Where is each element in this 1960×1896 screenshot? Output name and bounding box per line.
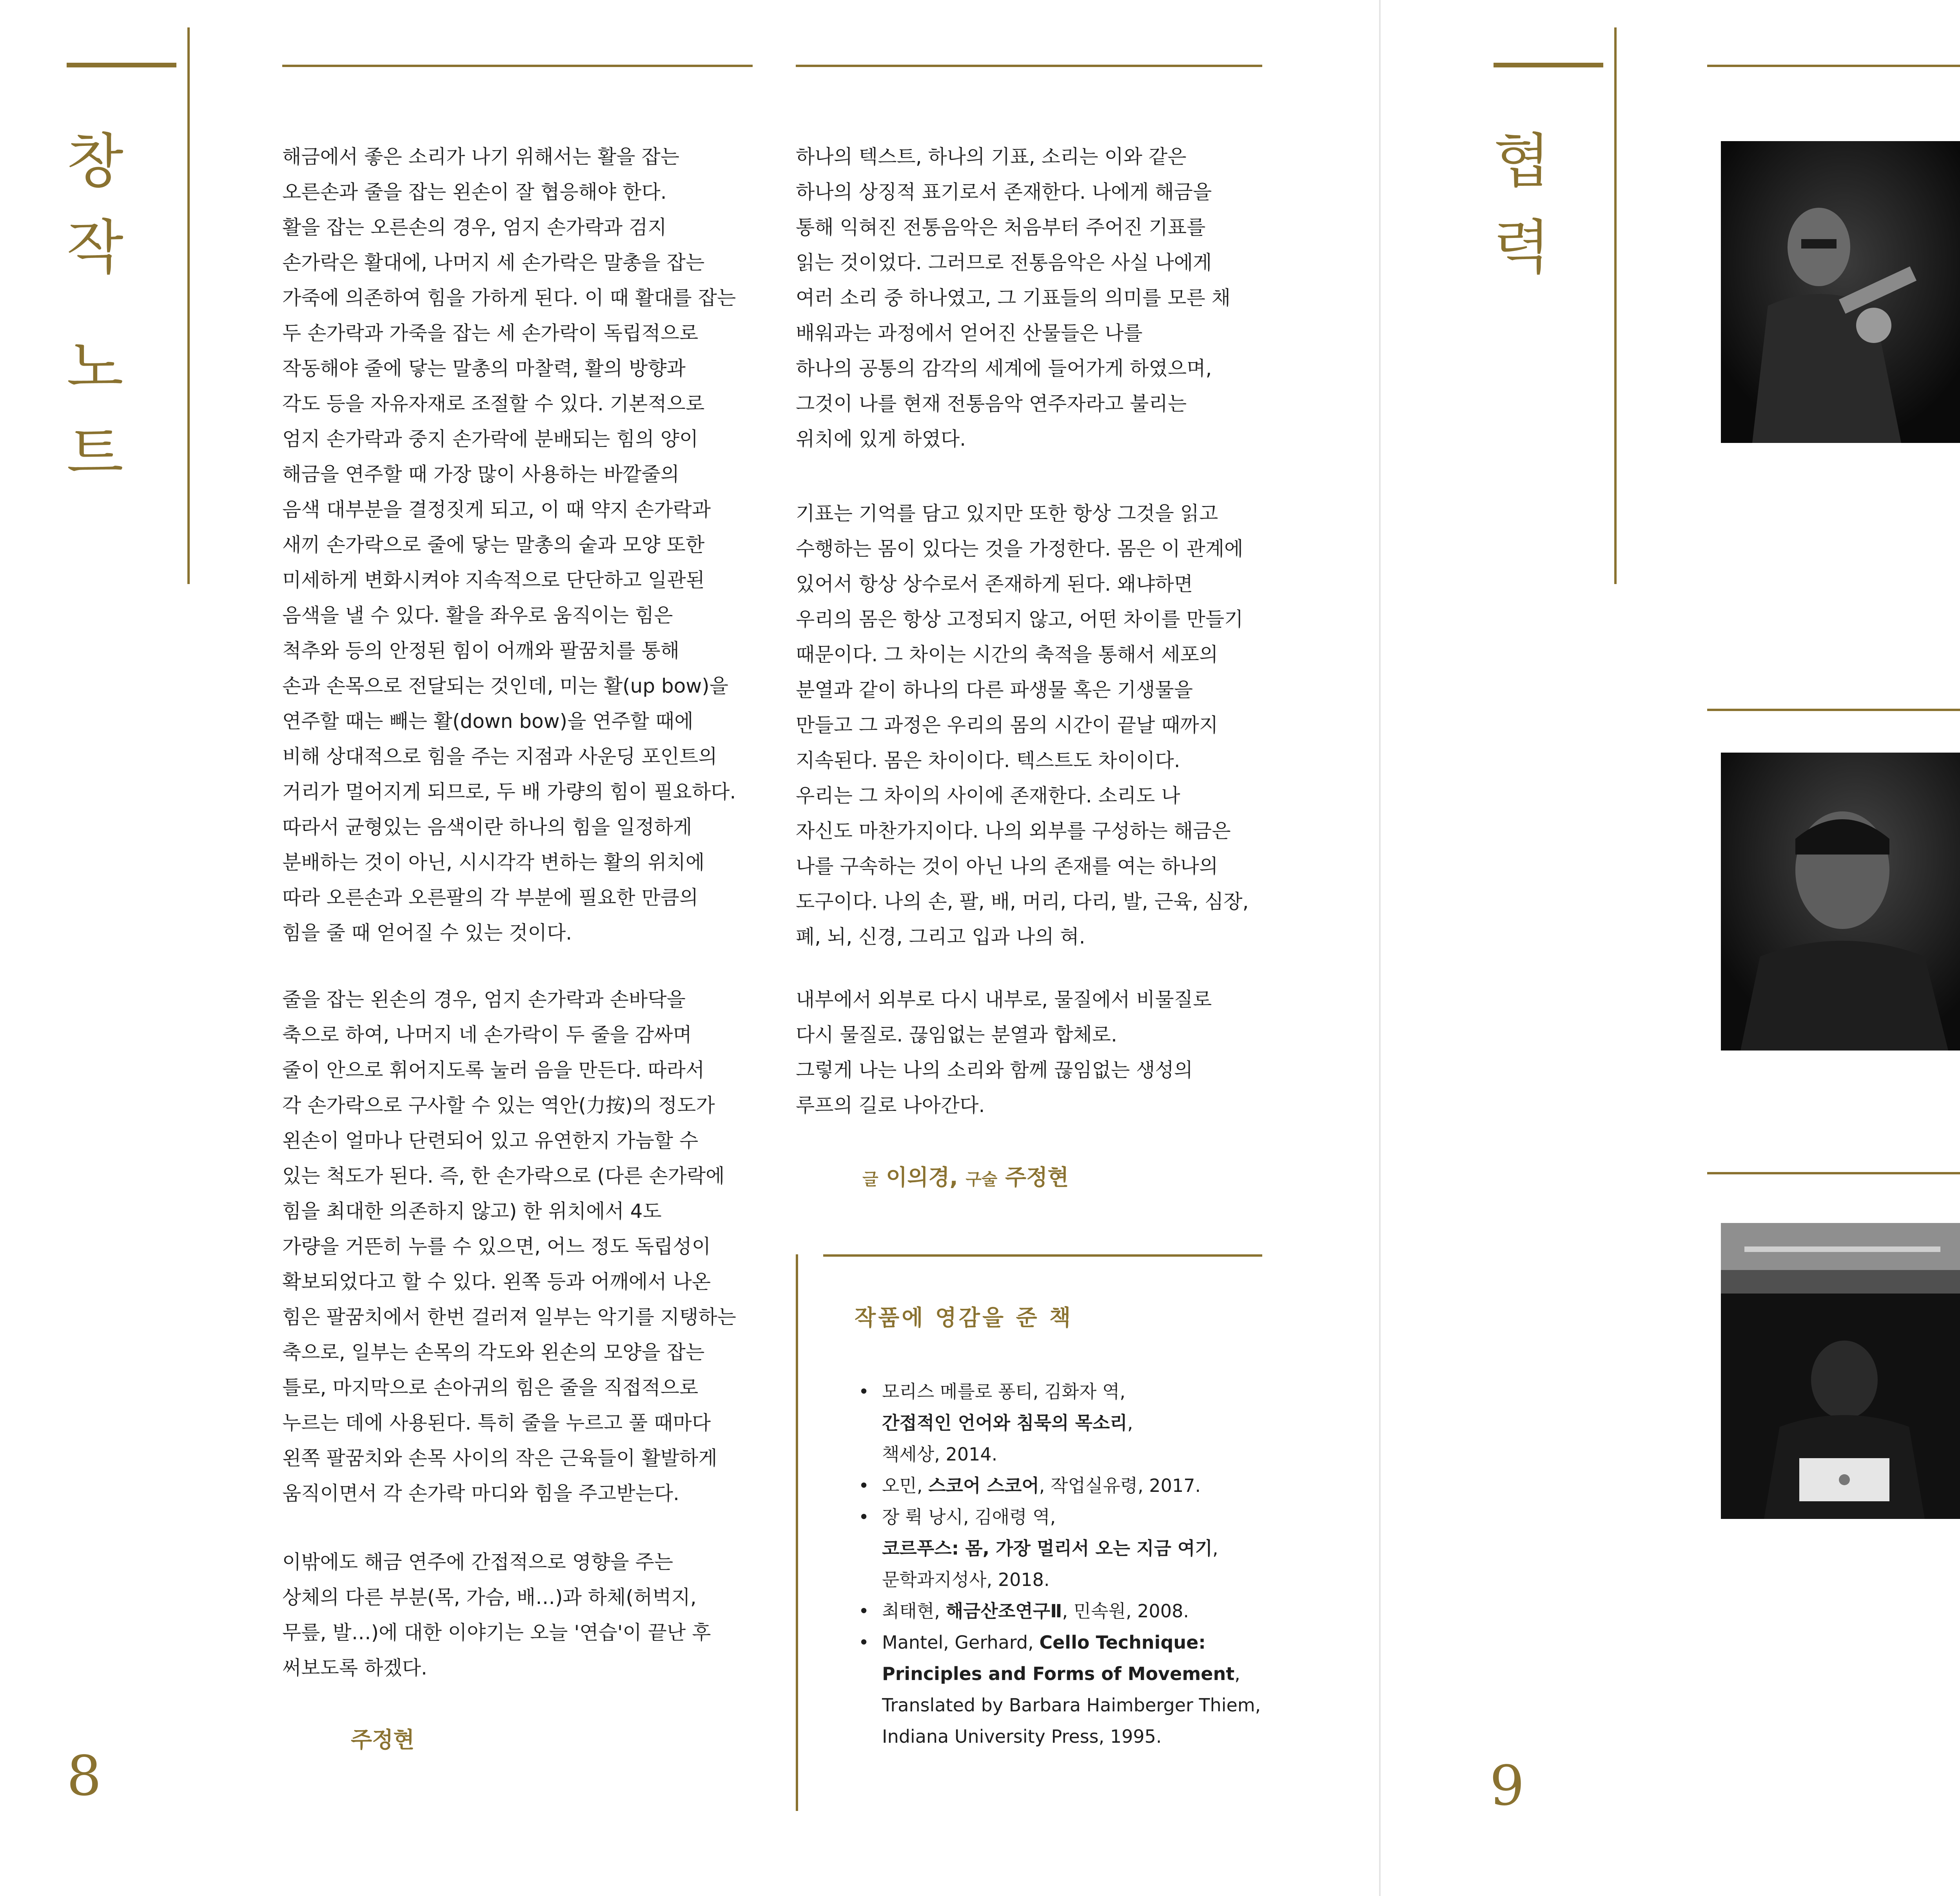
book-title: 간접적인 언어와 침묵의 목소리 (882, 1412, 1127, 1433)
books-rule (823, 1254, 1262, 1257)
book-text: 장 뤽 낭시, 김애령 역, (882, 1506, 1056, 1528)
book-text: 오민, (882, 1475, 929, 1496)
book-title: 해금산조연구Ⅱ (946, 1600, 1062, 1622)
book-item (858, 1595, 1270, 1627)
body-paragraph: 기표는 기억를 담고 있지만 또한 항상 그것을 읽고 수행하는 몸이 있다는 것을 가정한다. 몸은 이 관계에 있어서 항상 상수로서 존재하게 된다. 왜냐하면 우리의 몸은 항상 고정되지 않고, 어떤 차이를 만들기 때문이다. 그 차이는 시간의 축적을 통해서 세포의 분열과 같이 하나의 다른 파생물 혹은 기생물을 만들고 그 과정은 우리의 몸의 시간이 끝날 때까지 지속된다. 몸은 차이이다. 텍스트도 차이이다. 우리는 그 차이의 사이에 존재한다. 소리도 나 자신도 마찬가지이다. 나의 외부를 구성하는 해금은 나를 구속하는 것이 아닌 나의 존재를 여는 하나의 도구이다. 나의 손, 팔, 배, 머리, 다리, 발, 근육, 심장, 폐, 뇌, 신경, 그리고 입과 나의 혀. (796, 502, 1249, 948)
page-number-left: 8 (67, 1744, 102, 1808)
gutter (1379, 0, 1381, 1896)
credit-prefix: 구술 (965, 1170, 998, 1189)
book-title: Cello Technique: Principles and Forms of Movement (882, 1632, 1235, 1684)
book-text: , Translated by Barbara Haimberger Thiem, Indiana University Press, 1995. (882, 1663, 1261, 1747)
photo-rule (1707, 65, 1960, 67)
book-text: , 책세상, 2014. (882, 1412, 1133, 1465)
title-char: 트 (67, 419, 123, 488)
title-char: 력 (1494, 214, 1550, 282)
book-text: 최태현, (882, 1600, 946, 1622)
body-paragraph: 하나의 텍스트, 하나의 기표, 소리는 이와 같은 하나의 상징적 표기로서 존재한다. 나에게 해금을 통해 익혀진 전통음악은 처음부터 주어진 기표를 읽는 것이었다. 그러므로 전통음악은 사실 나에게 여러 소리 중 하나였고, 그 기표들의 의미를 모른 채 배워과는 과정에서 얻어진 산물들은 나를 하나의 공통의 감각의 세계에 들어가게 하였으며, 그것이 나를 현재 전통음악 연주자라고 불리는 위치에 있게 하였다. (796, 145, 1231, 450)
credit-name: 이의경, (886, 1165, 958, 1190)
column-rule (796, 65, 1262, 67)
photo-rule (1707, 1172, 1960, 1174)
title-rule-right (1494, 63, 1603, 67)
credit-name: 주정현 (1005, 1165, 1069, 1190)
author-signature: 주정현 (351, 1727, 415, 1753)
book-item (858, 1470, 1270, 1501)
body-paragraph: 해금에서 좋은 소리가 나기 위해서는 활을 잡는 오른손과 줄을 잡는 왼손이 잘 협응해야 한다. 활을 잡는 오른손의 경우, 엄지 손가락과 검지 손가락은 활대에, 나머지 세 손가락은 말총을 잡는 가죽에 의존하여 힘을 가하게 된다. 이 때 활대를 잡는 두 손가락과 가죽을 잡는 세 손가락이 독립적으로 작동해야 줄에 닿는 말총의 마찰력, 활의 방향과 각도 등을 자유자재로 조절할 수 있다. 기본적으로 엄지 손가락과 중지 손가락에 분배되는 힘의 양이 해금을 연주할 때 가장 많이 사용하는 바깥줄의 음색 대부분을 결정짓게 되고, 이 때 약지 손가락과 새끼 손가락으로 줄에 닿는 말총의 숱과 모양 또한 미세하게 변화시켜야 지속적으로 단단하고 일관된 음색을 낼 수 있다. 활을 좌우로 움직이는 힘은 척추와 등의 안정된 힘이 어깨와 팔꿈치를 통해 손과 손목으로 전달되는 것인데, 미는 활(up bow)을 연주할 때는 빼는 활(down bow)을 연주할 때에 비해 상대적으로 힘을 주는 지점과 사운딩 포인트의 거리가 멀어지게 되므로, 두 배 가량의 힘이 필요하다. 따라서 균형있는 음색이란 하나의 힘을 일정하게 분배하는 것이 아닌, 시시각각 변하는 활의 위치에 따라 오른손과 오른팔의 각 부분에 필요한 만큼의 힘을 줄 때 얻어질 수 있는 것이다. (282, 145, 736, 944)
title-char: 노 (67, 333, 123, 401)
credit-prefix: 글 (862, 1170, 878, 1189)
portrait-photo (1721, 141, 1960, 443)
title-rule-left (67, 63, 176, 67)
column-rule (282, 65, 753, 67)
book-text: , 문학과지성사, 2018. (882, 1538, 1218, 1590)
page-title-left (67, 129, 123, 508)
body-paragraph: 내부에서 외부로 다시 내부로, 물질에서 비물질로 다시 물질로. 끊임없는 분열과 합체로. 그렇게 나는 나의 소리와 함께 끊임없는 생성의 루프의 길로 나아간다. (796, 988, 1212, 1117)
book-list (858, 1376, 1270, 1752)
book-item (858, 1627, 1270, 1752)
book-text: 모리스 메를로 퐁티, 김화자 역, (882, 1381, 1125, 1402)
books-title: 작품에 영감을 준 책 (855, 1305, 1073, 1331)
book-text: , 작업실유령, 2017. (1039, 1475, 1201, 1496)
book-text: Mantel, Gerhard, (882, 1632, 1040, 1653)
book-text: , 민속원, 2008. (1062, 1600, 1189, 1622)
title-char: 창 (67, 127, 123, 196)
book-item (858, 1376, 1270, 1470)
title-char: 협 (1494, 127, 1550, 196)
book-title: 코르푸스: 몸, 가장 멀리서 오는 지금 여기 (882, 1538, 1212, 1559)
credit-line (862, 1160, 1069, 1192)
page-title-right (1494, 129, 1550, 302)
page-number-right: 9 (1490, 1754, 1525, 1818)
title-char: 작 (67, 214, 123, 282)
books-divider (796, 1254, 798, 1811)
body-paragraph: 줄을 잡는 왼손의 경우, 엄지 손가락과 손바닥을 축으로 하여, 나머지 네 손가락이 두 줄을 감싸며 줄이 안으로 휘어지도록 눌러 음을 만든다. 따라서 각 손가락으로 구사할 수 있는 역안(力按)의 정도가 왼손이 얼마나 단련되어 있고 유연한지 가늠할 수 있는 척도가 된다. 즉, 한 손가락으로 (다른 손가락에 힘을 최대한 의존하지 않고) 한 위치에서 4도 가량을 거뜬히 누를 수 있으면, 어느 정도 독립성이 확보되었다고 할 수 있다. 왼쪽 등과 어깨에서 나온 힘은 팔꿈치에서 한번 걸러져 일부는 악기를 지탱하는 축으로, 일부는 손목의 각도와 왼손의 모양을 잡는 틀로, 마지막으로 손아귀의 힘은 줄을 직접적으로 누르는 데에 사용된다. 특히 줄을 누르고 풀 때마다 왼쪽 팔꿈치와 손목 사이의 작은 근육들이 활발하게 움직이면서 각 손가락 마디와 힘을 주고받는다. (282, 988, 736, 1505)
photo-rule (1707, 709, 1960, 711)
book-item (858, 1501, 1270, 1595)
portrait-photo (1721, 753, 1960, 1051)
portrait-photo (1721, 1223, 1960, 1519)
title-divider-left (187, 27, 190, 584)
title-divider-right (1614, 27, 1617, 584)
book-title: 스코어 스코어 (928, 1475, 1039, 1496)
body-paragraph: 이밖에도 해금 연주에 간접적으로 영향을 주는 상체의 다른 부분(목, 가슴, 배…)과 하체(허벅지, 무릎, 발…)에 대한 이야기는 오늘 '연습'이 끝난 후 써보도록 하겠다. (282, 1551, 711, 1679)
